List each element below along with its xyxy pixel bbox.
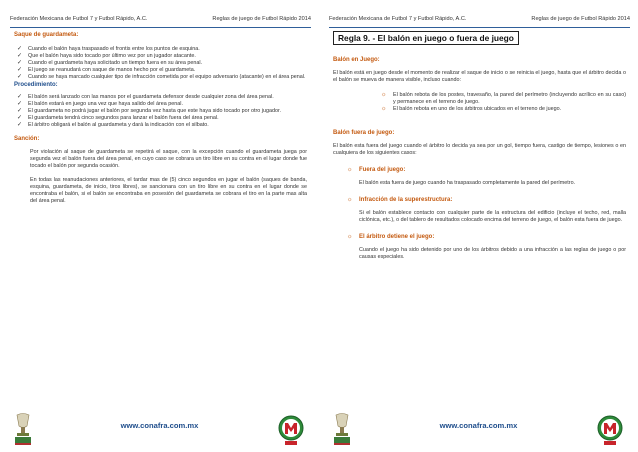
list-item: ✓ El guardameta tendrá cinco segundos para lanzar el balón fuera del área penal. (17, 115, 219, 121)
list-item: ✓ El balón estará en juego una vez que haya salido del área penal. (17, 101, 183, 107)
out-title: Balón fuera de juego: (333, 130, 395, 136)
sun-bullet-icon: ☼ (347, 167, 353, 173)
checkmark-icon: ✓ (17, 122, 23, 128)
footer (0, 410, 319, 452)
checkmark-icon: ✓ (17, 60, 23, 66)
case2-text: Si el balón establece contacto con cualquier parte de la estructura del edificio (incluye el techo, red, malla ciclónica, etc.), o del tablero de resultados colocado encima del terreno de juego, el balón esta fuera de juego. (359, 210, 626, 223)
list-item: ☼ El balón rebota en uno de los árbitros ubicados en el terreno de juego. (381, 106, 562, 112)
list-item: ✓ El árbitro obligará el balón al guardameta y dará la indicación con el silbato. (17, 122, 209, 128)
case2-title: ☼ Infracción de la superestructura: (347, 197, 453, 203)
checkmark-icon: ✓ (17, 101, 23, 107)
sun-bullet-icon: ☼ (347, 234, 353, 240)
header-rule (10, 27, 311, 28)
checkmark-icon: ✓ (17, 94, 23, 100)
section-title: Saque de guardameta: (14, 32, 79, 38)
case3-text: Cuando el juego ha sido detenido por uno de los árbitros debido a una infracción a las reglas de juego o por causas especiales. (359, 247, 626, 260)
federation-shield-logo-icon (277, 414, 305, 446)
list-item: ☼ El balón rebota de los postes, travesaño, la pared del perímetro (incluyendo acrílico en su caso) y permanece en el terreno de juego. (381, 92, 626, 105)
sanction-paragraph-1: Por violación al saque de guardameta se repetirá el saque, con la excepción cuando el guardameta juega por segunda vez el balón fuera del área penal, en cuyo caso se cobrara un tiro libre en su contra en el lugar donde fue tocado el balón por segunda ocasión. (30, 149, 307, 169)
footer (319, 410, 638, 452)
out-text: El balón esta fuera del juego cuando el árbitro lo decida ya sea por un gol, tiempo fuera, castigo de tiempo, lesiones o en cualquiera de los siguientes casos: (333, 143, 626, 156)
checkmark-icon: ✓ (17, 67, 23, 73)
list-item: ✓ Cuando el balón haya traspasado el frontis entre los puntos de esquina. (17, 46, 200, 52)
left-content (14, 31, 307, 205)
case3-title: ☼ El árbitro detiene el juego: (347, 234, 435, 240)
list-item: ✓ El balón será lanzado con las manos por el guardameta defensor desde cualquier zona del área penal. (17, 94, 274, 100)
checkmark-icon: ✓ (17, 46, 23, 52)
in-play-title: Balón en Juego: (333, 57, 380, 63)
checkmark-icon: ✓ (17, 74, 23, 80)
header-rule (329, 27, 630, 28)
checkmark-icon: ✓ (17, 53, 23, 59)
list-item: ✓ El guardameta no podrá jugar el balón por segunda vez hasta que este haya sido tocado por otro jugador. (17, 108, 281, 114)
sanction-paragraph-2: En todas las reanudaciones anteriores, el tardar mas de (5) cinco segundos en jugar el balón (saques de banda, esquina, guardameta, de inicio, tiros libres), se sancionara con un tiro libre en su contra en el lugar donde se encontraba el balón, si el balón se encontraba en posesión del guardameta se cobrara el tiro en la parte mas alta del área penal. (30, 177, 307, 204)
header-doc: Reglas de juego de Futbol Rápido 2014 (531, 16, 630, 22)
sun-bullet-icon: ☼ (381, 106, 387, 112)
footer-url[interactable]: www.conafra.com.mx (120, 421, 199, 430)
header-org: Federación Mexicana de Futbol 7 y Futbol Rápido, A.C. (329, 16, 467, 22)
checkmark-icon: ✓ (17, 115, 23, 121)
bullet-list-b (14, 94, 307, 129)
case1-title: ☼ Fuera del juego: (347, 167, 406, 173)
sanction-title: Sanción: (14, 136, 40, 142)
running-header (329, 16, 630, 26)
rule-title: Regla 9. - El balón en juego o fuera de juego (333, 31, 519, 45)
list-item: ✓ El juego se reanudará con saque de manos hecho por el guardameta. (17, 67, 196, 73)
running-header (10, 16, 311, 26)
in-play-text: El balón está en juego desde el momento de realizar el saque de inicio o se reinicia el juego, hasta que el árbitro decida o el balón se mueva de manera visible, incluso cuando: (333, 70, 626, 83)
procedure-title: Procedimiento: (14, 82, 58, 88)
list-item: ✓ Que el balón haya sido tocado por último vez por un jugador atacante. (17, 53, 196, 59)
checkmark-icon: ✓ (17, 108, 23, 114)
list-item: ✓ Cuando el guardameta haya solicitado un tiempo fuera en su área penal. (17, 60, 203, 66)
sun-bullet-icon: ☼ (381, 92, 387, 98)
right-page (319, 0, 638, 452)
header-doc: Reglas de juego de Futbol Rápido 2014 (212, 16, 311, 22)
bullet-list-a (14, 46, 307, 81)
sun-bullet-icon: ☼ (347, 197, 353, 203)
header-org: Federación Mexicana de Futbol 7 y Futbol Rápido, A.C. (10, 16, 148, 22)
federation-shield-logo-icon (596, 414, 624, 446)
case1-text: El balón esta fuera de juego cuando ha traspasado completamente la pared del perímetro. (359, 180, 576, 186)
footer-url[interactable]: www.conafra.com.mx (439, 421, 518, 430)
list-item: ✓ Cuando se haya marcado cualquier tipo de infracción cometida por el equipo adversario (atacante) en el área penal. (17, 74, 306, 80)
in-play-list (333, 92, 626, 113)
right-content (333, 31, 626, 261)
